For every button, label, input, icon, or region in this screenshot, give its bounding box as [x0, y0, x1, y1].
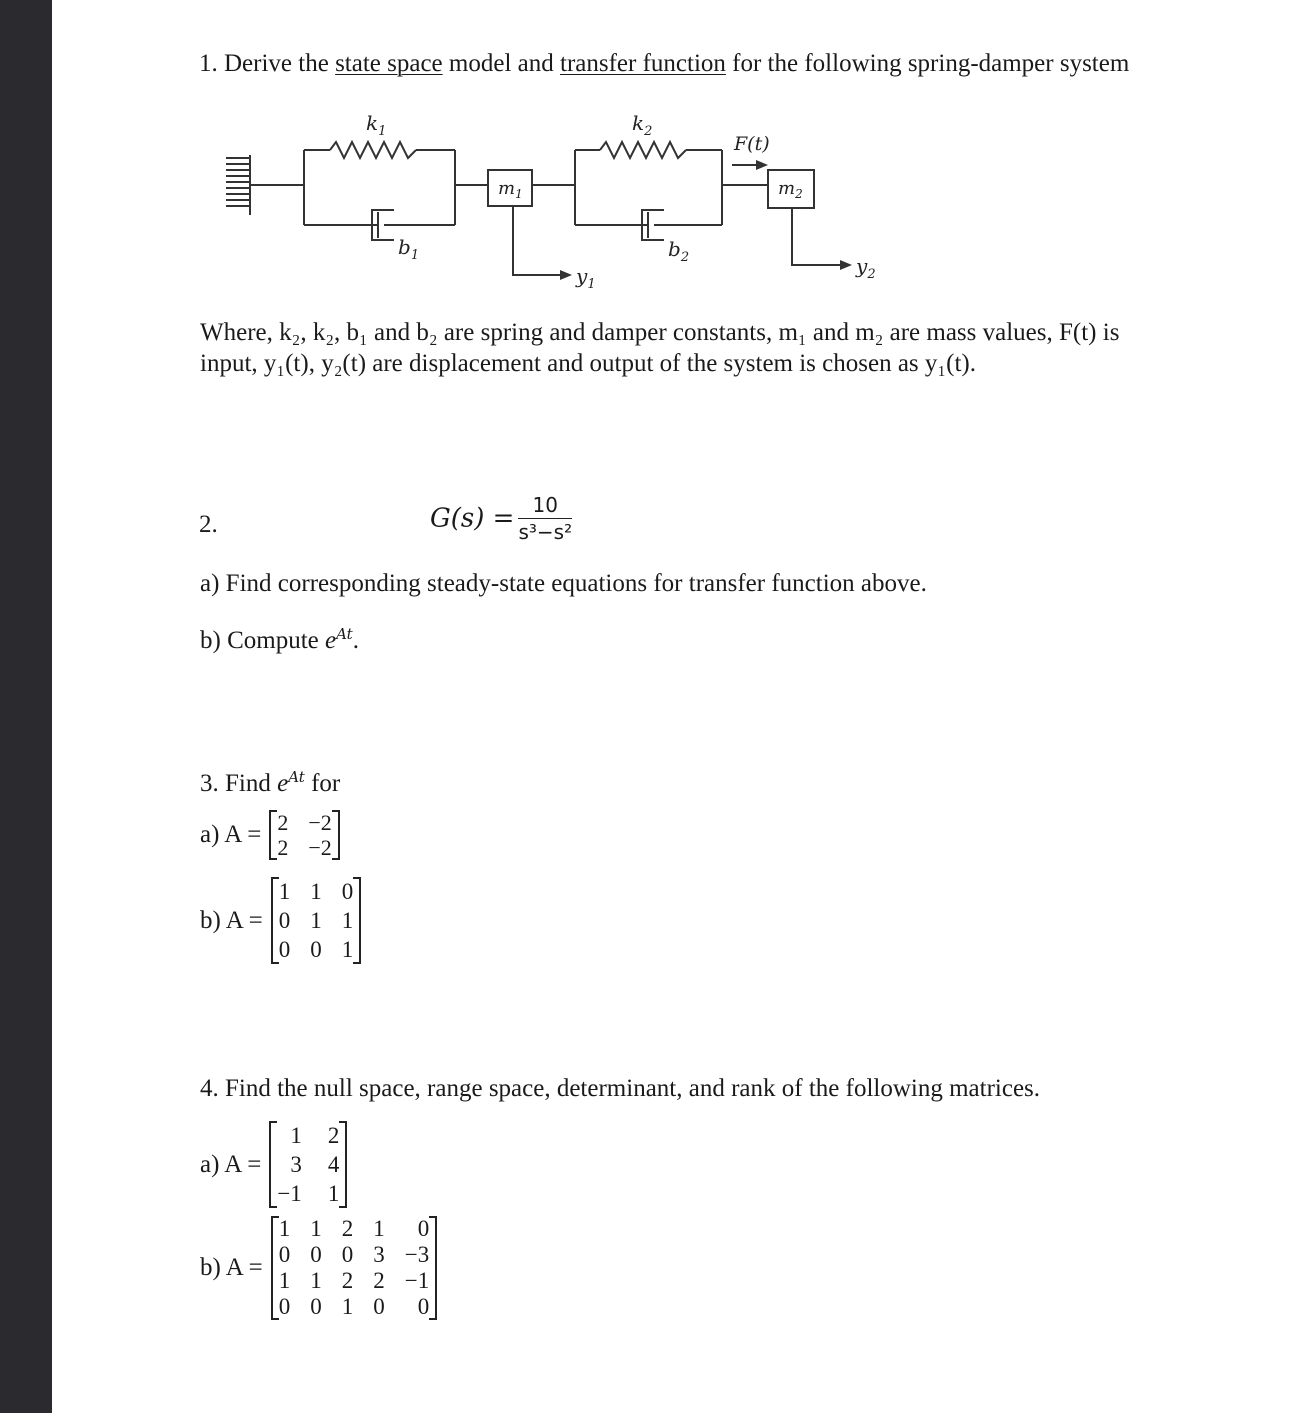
- matrix-cell: 0: [417, 1216, 430, 1241]
- matrix-cell: 0: [341, 879, 354, 904]
- q3-b-matrix: [271, 877, 362, 964]
- matrix-cell: −2: [308, 835, 332, 860]
- q1-text-mid: model and: [448, 50, 554, 77]
- matrix-cell: 1: [278, 879, 291, 904]
- matrix-cell: 1: [341, 1294, 354, 1319]
- q4-part-a: [200, 1121, 347, 1208]
- q4-a-label: a) A =: [200, 1150, 262, 1178]
- q3-title: 3. Find $e^{At}$ for: [200, 768, 341, 797]
- q3-part-b: [200, 877, 361, 964]
- matrix-cell: 0: [373, 1294, 385, 1319]
- numerator: 10: [518, 492, 572, 519]
- matrix-cell: 2: [341, 1268, 354, 1293]
- matrix-cell: 1: [278, 1216, 291, 1241]
- matrix-cell: −2: [308, 810, 332, 835]
- matrix-cell: 1: [327, 1181, 340, 1206]
- matrix-cell: 0: [310, 1294, 322, 1319]
- matrix-cell: 0: [278, 908, 291, 933]
- matrix-cell: 1: [290, 1123, 302, 1148]
- denominator: s³−s²: [518, 520, 573, 544]
- y2-arrowhead: [840, 260, 852, 270]
- q2-number: 2.: [199, 511, 218, 538]
- matrix-cell: 1: [341, 937, 354, 962]
- matrix-cell: 1: [310, 1216, 322, 1241]
- spring-k1-icon: [330, 142, 416, 158]
- q4-part-b: [200, 1216, 437, 1320]
- q1-description-line2: input, y₁(t), y₂(t) are displacement and output of the system is chosen as y₁(t).: [200, 350, 976, 377]
- label-b1: $b_1$: [398, 235, 420, 263]
- matrix-cell: 2: [373, 1268, 385, 1293]
- state-space-underlined: state space: [335, 50, 443, 77]
- matrix-cell: 1: [373, 1216, 385, 1241]
- q4-b-matrix: [271, 1216, 437, 1320]
- dark-sidebar: [0, 0, 52, 1413]
- matrix-cell: −1: [404, 1268, 430, 1293]
- q3-a-label: a) A =: [200, 821, 262, 848]
- matrix-cell: 0: [310, 1242, 322, 1267]
- label-y1: $y_1$: [576, 264, 596, 292]
- y1-indicator: [513, 206, 560, 275]
- transfer-function-equation: [430, 492, 572, 545]
- spring-damper-diagram: [220, 100, 900, 300]
- fraction: [518, 492, 572, 545]
- matrix-cell: 2: [277, 810, 289, 835]
- matrix-cell: 1: [341, 908, 354, 933]
- q2-part-b: b) Compute $e^{At}$.: [200, 625, 359, 654]
- matrix-cell: 3: [290, 1152, 302, 1177]
- q3-part-a: [200, 810, 340, 860]
- q1-text-post: for the following spring-damper system: [732, 50, 1130, 77]
- g-of-s: G(s) =: [430, 503, 515, 534]
- q4-b-label: b) A =: [200, 1254, 263, 1281]
- matrix-cell: 1: [310, 879, 322, 904]
- q3-a-matrix: [269, 810, 339, 860]
- matrix-cell: 2: [277, 835, 289, 860]
- y1-arrowhead: [560, 270, 572, 280]
- label-m2: $m_2$: [778, 178, 803, 201]
- matrix-cell: 0: [341, 1242, 354, 1267]
- label-y2: $y_2$: [856, 254, 876, 282]
- transfer-function-underlined: transfer function: [560, 50, 726, 77]
- q2-part-a: a) Find corresponding steady-state equations for transfer function above.: [200, 570, 927, 597]
- label-k1: $k_1$: [366, 111, 387, 139]
- matrix-cell: 2: [341, 1216, 354, 1241]
- q1-text-pre: Derive the: [224, 50, 329, 77]
- matrix-cell: 3: [373, 1242, 385, 1267]
- matrix-cell: 4: [327, 1152, 340, 1177]
- matrix-cell: −3: [404, 1242, 430, 1267]
- label-b2: $b_2$: [668, 237, 690, 265]
- label-m1: $m_1$: [498, 178, 523, 201]
- matrix-cell: −1: [277, 1181, 302, 1206]
- q1-description-line1: Where, k₂, k₂, b₁ and b₂ are spring and damper constants, m₁ and m₂ are mass values, F(t) is: [200, 319, 1120, 346]
- matrix-cell: 2: [327, 1123, 340, 1148]
- matrix-cell: 1: [278, 1268, 291, 1293]
- matrix-cell: 1: [310, 908, 322, 933]
- matrix-cell: 1: [310, 1268, 322, 1293]
- spring-k2-icon: [600, 142, 686, 158]
- matrix-cell: 0: [278, 1242, 291, 1267]
- q3-b-label: b) A =: [200, 906, 263, 934]
- wall-icon: [226, 155, 250, 215]
- label-k2: $k_2$: [632, 111, 653, 139]
- label-force: F(t): [734, 133, 770, 155]
- q4-a-matrix: [269, 1121, 347, 1208]
- matrix-cell: 0: [417, 1294, 430, 1319]
- matrix-cell: 0: [310, 937, 322, 962]
- y2-indicator: [792, 208, 842, 265]
- matrix-cell: 0: [278, 937, 291, 962]
- q4-title: 4. Find the null space, range space, determinant, and rank of the following matrices.: [200, 1075, 1041, 1102]
- q1-number: 1.: [199, 50, 218, 77]
- question-1-title: [199, 49, 1129, 79]
- matrix-cell: 0: [278, 1294, 291, 1319]
